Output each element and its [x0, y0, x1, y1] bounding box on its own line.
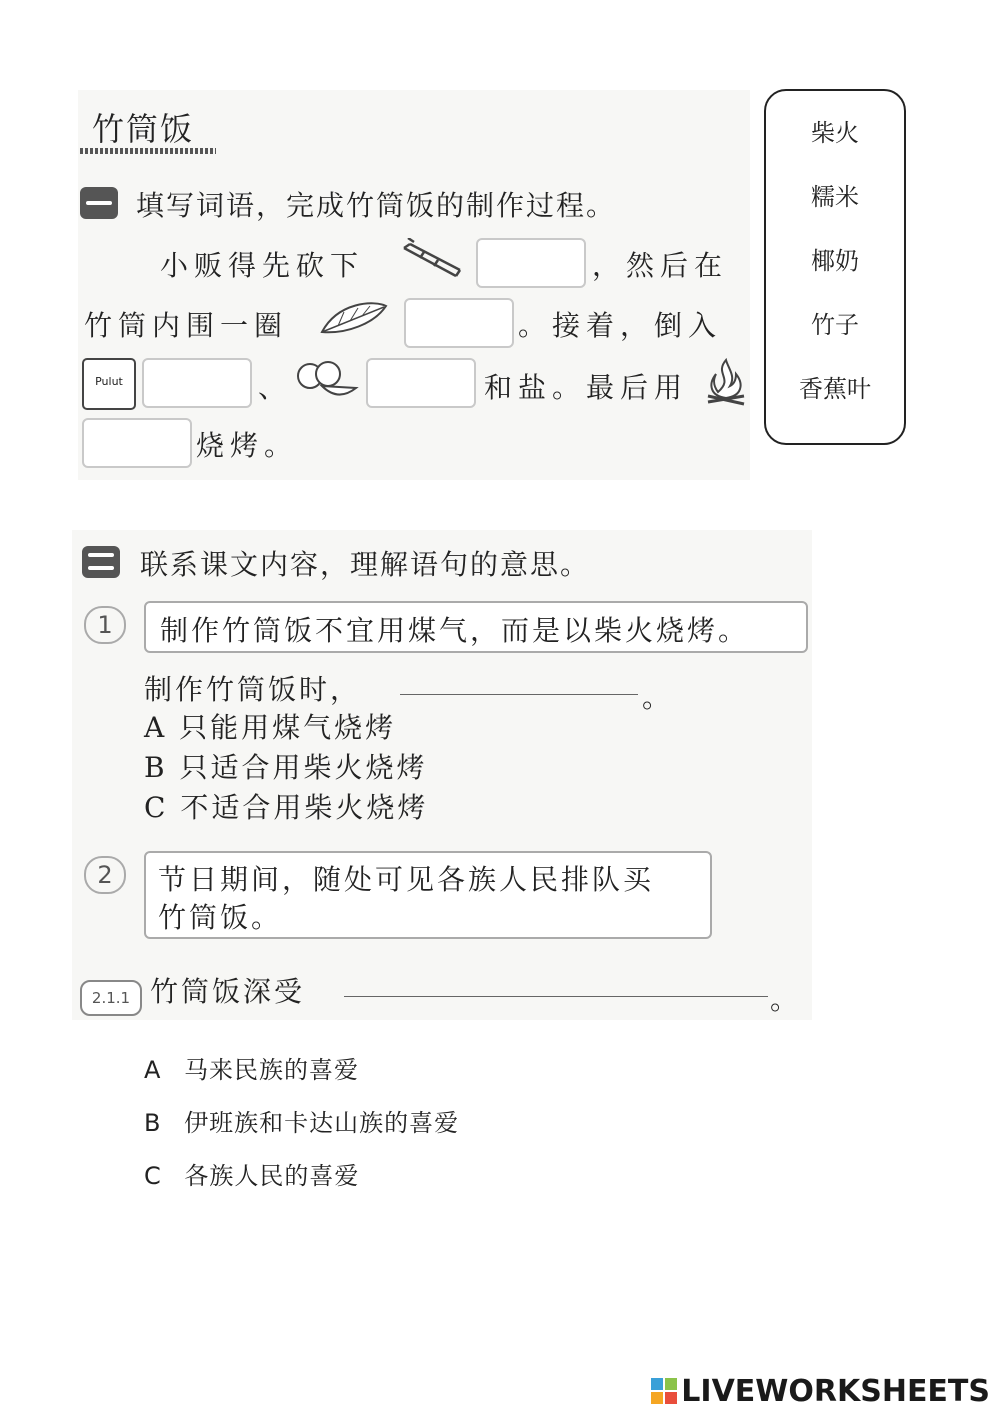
section2-heading: 联系课文内容，理解语句的意思。 — [140, 548, 591, 581]
standard-tag-icon — [80, 980, 142, 1016]
q1-quote: 制作竹筒饭不宜用煤气，而是以柴火烧烤。 — [160, 614, 750, 647]
firewood-icon — [704, 356, 748, 415]
liveworksheets-logo[interactable] — [651, 1374, 990, 1409]
q1-option-letter: A — [144, 711, 168, 744]
q1-stem-end: 。 — [642, 681, 674, 714]
q1-option-text: 不适合用柴火烧烤 — [180, 791, 429, 824]
q2-stem: 竹筒饭深受 — [150, 975, 306, 1008]
bamboo-icon — [398, 238, 464, 291]
q1-answer-line — [400, 694, 638, 695]
word-bank-item: 糯米 — [811, 183, 859, 211]
q1-stem: 制作竹筒饭时， — [144, 673, 362, 706]
q1-number: 1 — [84, 606, 126, 644]
word-bank — [764, 89, 906, 445]
section1-badge-icon — [80, 187, 118, 219]
word-bank-item: 竹子 — [811, 311, 859, 339]
word-bank-item: 香蕉叶 — [799, 375, 871, 403]
section2-badge-icon — [82, 546, 120, 578]
q2-option-text: 伊班族和卡达山族的喜爱 — [184, 1109, 460, 1137]
blank-bamboo-input[interactable] — [476, 238, 586, 288]
word-bank-item: 椰奶 — [811, 247, 859, 275]
q2-option-text: 各族人民的喜爱 — [184, 1162, 360, 1190]
q1-option-a[interactable] — [144, 706, 396, 746]
q2-option-text: 马来民族的喜爱 — [184, 1056, 360, 1084]
q2-stem-end: 。 — [770, 983, 802, 1016]
blank-rice-input[interactable] — [142, 358, 252, 408]
q2-option-letter: A — [144, 1056, 162, 1084]
banana-leaf-icon — [318, 298, 390, 345]
q1-option-text: 只适合用柴火烧烤 — [179, 751, 428, 784]
q2-number: 2 — [84, 856, 126, 894]
q1-option-text: 只能用煤气烧烤 — [179, 711, 397, 744]
s1-line2-b: 。接着，倒入 — [518, 309, 723, 342]
q2-option-a[interactable] — [144, 1050, 359, 1085]
q2-option-b[interactable] — [144, 1103, 459, 1138]
s1-line3-c: 和盐。最后用 — [484, 371, 689, 404]
q2-option-letter: B — [144, 1109, 162, 1137]
standard-tag-text: 2.1.1 — [91, 989, 131, 1007]
title-underline — [80, 148, 216, 154]
page-title: 竹筒饭 — [92, 110, 195, 148]
blank-leaf-input[interactable] — [404, 298, 514, 348]
q1-option-c[interactable] — [144, 786, 428, 826]
logo-text: LIVEWORKSHEETS — [681, 1374, 990, 1409]
section1-heading: 填写词语，完成竹筒饭的制作过程。 — [136, 189, 617, 222]
s1-line1-b: ，然后在 — [592, 249, 729, 282]
q2-quote-line1: 节日期间，随处可见各族人民排队买 — [158, 863, 655, 896]
q2-option-c[interactable] — [144, 1156, 359, 1191]
q2-quote-line2: 竹筒饭。 — [158, 901, 283, 934]
q2-answer-line — [344, 996, 768, 997]
s1-line2-a: 竹筒内围一圈 — [84, 309, 289, 342]
blank-fire-input[interactable] — [82, 418, 192, 468]
q1-option-letter: B — [144, 751, 168, 784]
blank-coconut-input[interactable] — [366, 358, 476, 408]
pulut-label: Pulut — [95, 375, 123, 388]
s1-line1-a: 小贩得先砍下 — [160, 249, 365, 282]
s1-line3-b: 、 — [258, 371, 293, 404]
word-bank-item: 柴火 — [811, 119, 859, 147]
pulut-rice-bag-icon — [82, 358, 136, 410]
coconut-icon — [294, 358, 360, 411]
s1-line4-a: 烧烤。 — [196, 429, 299, 462]
q1-option-letter: C — [144, 791, 169, 824]
q2-option-letter: C — [144, 1162, 162, 1190]
logo-mark-icon — [651, 1377, 677, 1403]
q1-option-b[interactable] — [144, 746, 428, 786]
